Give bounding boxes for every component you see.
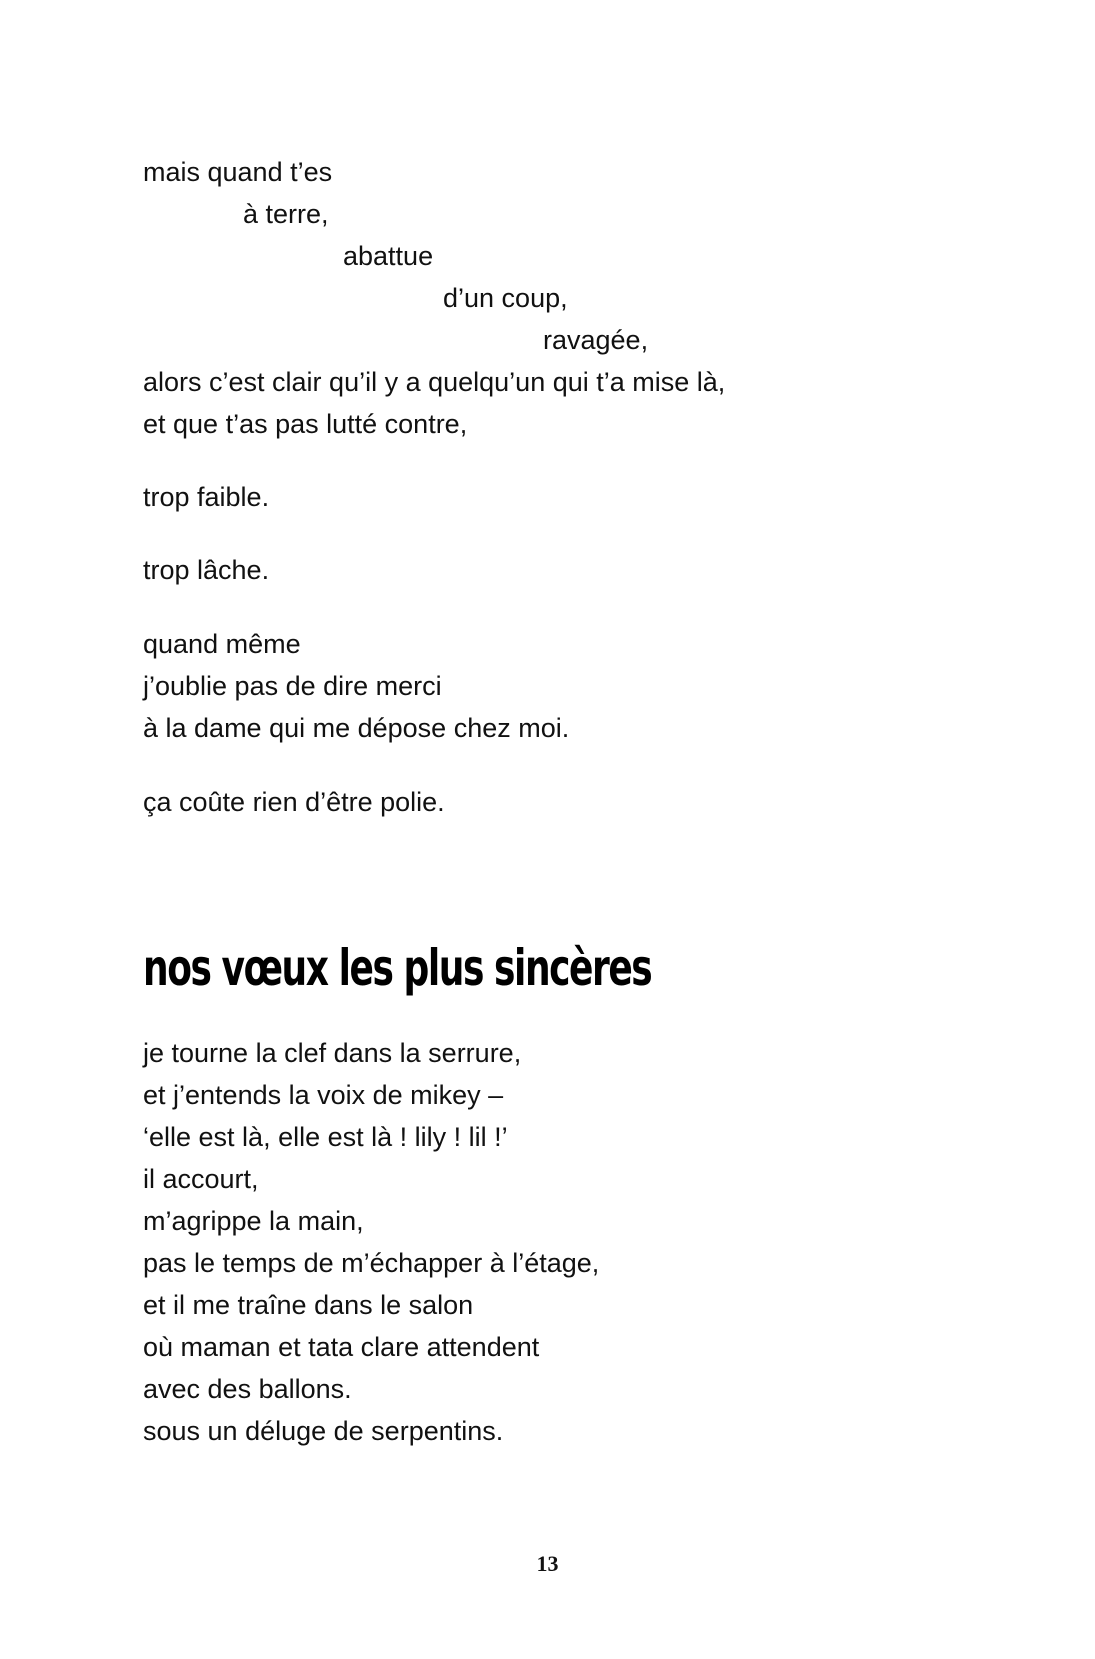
poem-line: je tourne la clef dans la serrure,: [143, 1038, 522, 1068]
poem-line: il accourt,: [143, 1164, 259, 1194]
section-title: nos vœux les plus sincères: [143, 939, 652, 997]
poem-line-coward: trop lâche.: [143, 555, 270, 585]
poem-line: et j’entends la voix de mikey –: [143, 1080, 504, 1110]
poem-line: avec des ballons.: [143, 1374, 352, 1404]
poem-line: sous un déluge de serpentins.: [143, 1416, 504, 1446]
poem-line: ‘elle est là, elle est là ! lily ! lil !’: [143, 1122, 508, 1152]
poem-line: mais quand t’es: [143, 157, 333, 187]
poem-line-weak: trop faible.: [143, 482, 270, 512]
poem-line: abattue: [343, 241, 434, 271]
poem-line: où maman et tata clare attendent: [143, 1332, 540, 1362]
poem-line: à terre,: [243, 199, 329, 229]
poem-line: j’oublie pas de dire merci: [143, 671, 442, 701]
poem-line: et que t’as pas lutté contre,: [143, 409, 468, 439]
poem-line-polite: ça coûte rien d’être polie.: [143, 787, 445, 817]
poem-line: quand même: [143, 629, 301, 659]
poem-line: alors c’est clair qu’il y a quelqu’un qui t’a mise là,: [143, 367, 726, 397]
poem-line: à la dame qui me dépose chez moi.: [143, 713, 570, 743]
page-number: 13: [536, 1551, 559, 1576]
poem-line: ravagée,: [543, 325, 649, 355]
poem-line: pas le temps de m’échapper à l’étage,: [143, 1248, 600, 1278]
poem-line: m’agrippe la main,: [143, 1206, 364, 1236]
poem-line: d’un coup,: [443, 283, 568, 313]
poem-line: et il me traîne dans le salon: [143, 1290, 474, 1320]
